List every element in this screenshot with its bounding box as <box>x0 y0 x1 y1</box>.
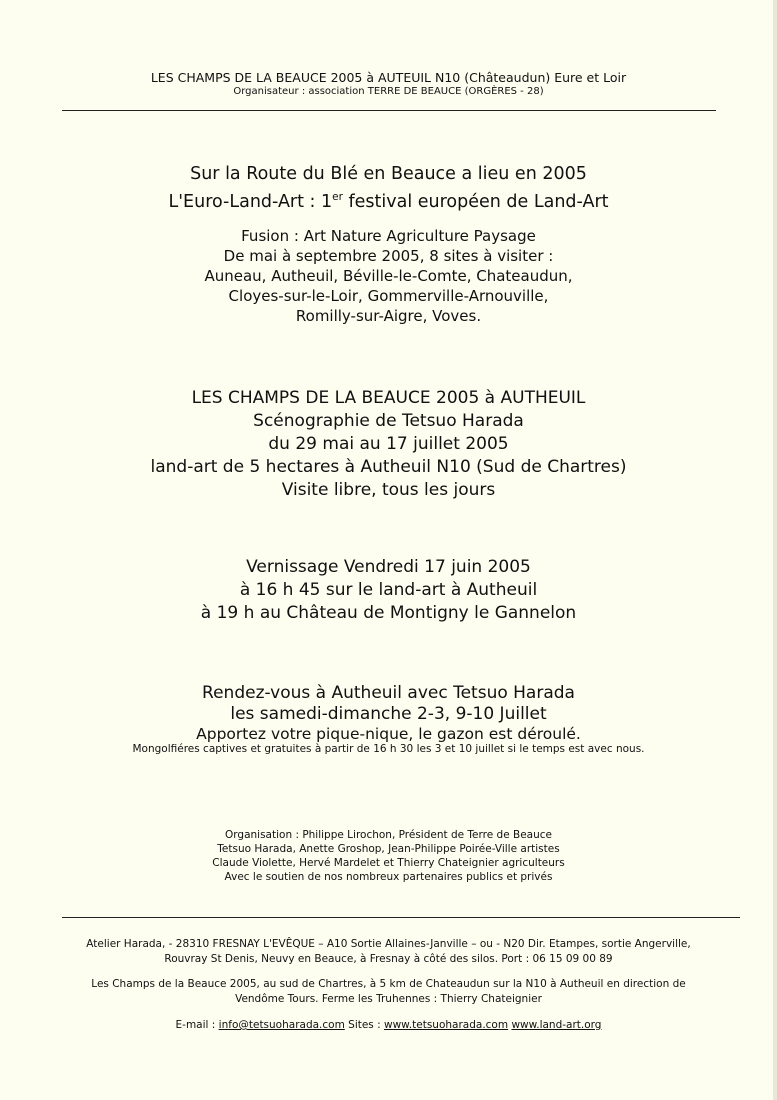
fusion-line: Cloyes-sur-le-Loir, Gommerville-Arnouville, <box>228 287 549 305</box>
fusion-block <box>0 226 777 326</box>
fusion-line: De mai à septembre 2005, 8 sites à visiter : <box>223 247 554 265</box>
intro-block <box>0 163 777 214</box>
fusion-line: Auneau, Autheuil, Béville-le-Comte, Chateaudun, <box>204 267 573 285</box>
organisation-line: Organisation : Philippe Lirochon, Président de Terre de Beauce <box>225 829 552 841</box>
organisation-line: Tetsuo Harada, Anette Groshop, Jean-Philippe Poirée-Ville artistes <box>217 843 560 855</box>
directions-line: Les Champs de la Beauce 2005, au sud de Chartres, à 5 km de Chateaudun sur la N10 à Autheuil en direction de <box>91 978 686 990</box>
vernissage-line: à 19 h au Château de Montigny le Gannelon <box>200 603 577 623</box>
vernissage-line: Vernissage Vendredi 17 juin 2005 <box>246 557 531 577</box>
email-link[interactable]: info@tetsuoharada.com <box>218 1019 345 1031</box>
email-label: E-mail : <box>175 1019 219 1031</box>
intro-line-text: festival européen de Land-Art <box>342 191 609 212</box>
event-line: Visite libre, tous les jours <box>281 480 496 500</box>
rendezvous-line: Rendez-vous à Autheuil avec Tetsuo Harada <box>202 683 575 703</box>
header-subtitle: Organisateur : association TERRE DE BEAUCE (ORGÈRES - 28) <box>233 86 544 97</box>
sites-label: Sites : <box>344 1019 384 1031</box>
top-divider <box>62 110 716 111</box>
fusion-line: Romilly-sur-Aigre, Voves. <box>295 307 482 325</box>
organisation-line: Claude Violette, Hervé Mardelet et Thierry Chateignier agriculteurs <box>212 857 565 869</box>
address-line: Rouvray St Denis, Neuvy en Beauce, à Fresnay à côté des silos. Port : 06 15 09 00 89 <box>164 953 613 965</box>
header-title: LES CHAMPS DE LA BEAUCE 2005 à AUTEUIL N10 (Châteaudun) Eure et Loir <box>150 70 627 85</box>
vernissage-line: à 16 h 45 sur le land-art à Autheuil <box>239 580 538 600</box>
fusion-line: Fusion : Art Nature Agriculture Paysage <box>241 227 536 245</box>
event-block <box>0 387 777 502</box>
site-link-harada[interactable]: www.tetsuoharada.com <box>384 1019 509 1031</box>
site-link-land-art[interactable]: www.land-art.org <box>511 1019 602 1031</box>
event-line: du 29 mai au 17 juillet 2005 <box>268 434 509 454</box>
contact-text <box>0 1018 777 1033</box>
event-line: LES CHAMPS DE LA BEAUCE 2005 à AUTHEUIL <box>191 388 586 408</box>
address-line: Atelier Harada, - 28310 FRESNAY L'EVÊQUE – A10 Sortie Allaines-Janville – ou - N20 Dir. Etampes, sortie Angerville, <box>86 938 691 950</box>
organisation-line: Avec le soutien de nos nombreux partenaires publics et privés <box>224 871 553 883</box>
address-block <box>0 937 777 967</box>
contact-line <box>0 1018 777 1033</box>
directions-block <box>0 977 777 1007</box>
intro-line <box>0 186 777 214</box>
ordinal-superscript: er <box>332 191 343 203</box>
event-line: Scénographie de Tetsuo Harada <box>253 411 524 431</box>
vernissage-block <box>0 556 777 625</box>
intro-line: Sur la Route du Blé en Beauce a lieu en 2005 <box>190 164 587 184</box>
rendezvous-line: les samedi-dimanche 2-3, 9-10 Juillet <box>230 704 547 724</box>
bottom-divider <box>62 917 740 918</box>
rendezvous-note: Mongolfiéres captives et gratuites à partir de 16 h 30 les 3 et 10 juillet si le temps est avec nous. <box>132 743 645 755</box>
event-line: land-art de 5 hectares à Autheuil N10 (Sud de Chartres) <box>150 457 627 477</box>
rendezvous-block <box>0 683 777 756</box>
intro-line-text: L'Euro-Land-Art : 1 <box>168 191 333 212</box>
organisation-block <box>0 828 777 884</box>
directions-line: Vendôme Tours. Ferme les Truhennes : Thierry Chateignier <box>235 993 542 1005</box>
rendezvous-line: Apportez votre pique-nique, le gazon est déroulé. <box>196 725 581 743</box>
